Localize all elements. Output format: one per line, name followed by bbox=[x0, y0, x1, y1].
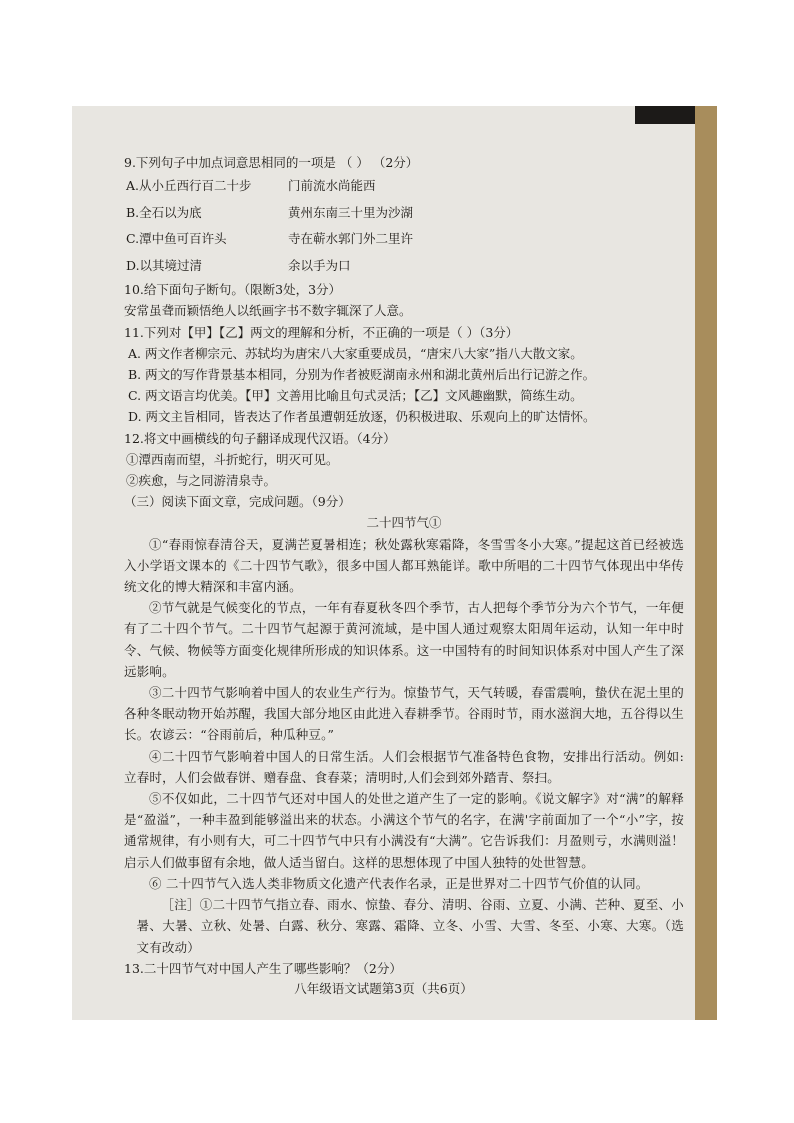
q9-option-d bbox=[124, 253, 684, 280]
q9-option-c bbox=[124, 226, 684, 253]
q9-option-d-right: 余以手为口 bbox=[288, 257, 351, 273]
q12-stem: 12.将文中画横线的句子翻译成现代汉语。（4分） bbox=[124, 430, 396, 446]
q12-item-1: ①潭西南而望，斗折蛇行，明灭可见。 bbox=[126, 451, 339, 467]
q9-option-a bbox=[124, 173, 684, 200]
section3-heading: （三）阅读下面文章，完成问题。（9分） bbox=[124, 494, 351, 510]
q9-option-d-left: D.以其境过清 bbox=[126, 257, 203, 273]
q11-option-c: C. 两文语言均优美。【甲】文善用比喻且句式灵活；【乙】文风趣幽默，简练生动。 bbox=[128, 388, 583, 404]
article-paragraph-2: ②节气就是气候变化的节点，一年有春夏秋冬四个季节，古人把每个季节分为六个节气，一年便有了二十四个节气。二十四节气起源于黄河流域，是中国人通过观察太阳周年运动，认知一年中时令、气候、物候等方面变化规律所形成的知识体系。这一中国特有的时间知识体系对中国人产生了深远影响。 bbox=[124, 600, 684, 679]
q11-option-d: D. 两文主旨相同，皆表达了作者虽遭朝廷放逐，仍积极进取、乐观向上的旷达情怀。 bbox=[128, 409, 596, 425]
shadow-corner bbox=[635, 106, 695, 124]
q9-option-b-left: B.全石以为底 bbox=[126, 204, 202, 220]
q11-option-b: B. 两文的写作背景基本相同，分别为作者被贬湖南永州和湖北黄州后出行记游之作。 bbox=[128, 367, 596, 383]
q12-item-2: ②疾愈，与之同游清泉寺。 bbox=[126, 473, 277, 489]
q11-option-a: A. 两文作者柳宗元、苏轼均为唐宋八大家重要成员，“唐宋八大家”指八大散文家。 bbox=[128, 345, 583, 361]
article-title: 二十四节气① bbox=[366, 515, 442, 531]
article-paragraph-5: ⑤不仅如此，二十四节气还对中国人的处世之道产生了一定的影响。《说文解字》对“满”的解释是“盈溢”，一种丰盈到能够溢出来的状态。小满这个节气的名字，在满'字前面加了一个“小”字，按通常规律，有小则有大，可二十四节气中只有小满没有“大满”。它告诉我们：月盈则亏，水满则溢！启示人们做事留有余地，做人适当留白。这样的思想体现了中国人独特的处世智慧。 bbox=[124, 791, 684, 870]
q9-option-b-right: 黄州东南三十里为沙湖 bbox=[288, 204, 414, 220]
article-paragraph-4: ④二十四节气影响着中国人的日常生活。人们会根据节气准备特色食物，安排出行活动。例如:立春时，人们会做春饼、赠春盘、食春菜；清明时,人们会到郊外踏青、祭扫。 bbox=[124, 748, 684, 785]
page-footer: 八年级语文试题第3页（共6页） bbox=[294, 981, 473, 996]
q9-option-c-left: C.潭中鱼可百许头 bbox=[126, 231, 227, 247]
q9-option-c-right: 寺在蕲水郭门外二里许 bbox=[288, 231, 414, 247]
article-note: ［注］①二十四节气指立春、雨水、惊蛰、春分、清明、谷雨、立夏、小满、芒种、夏至、小暑、大暑、立秋、处暑、白露、秋分、寒露、霜降、立冬、小雪、大雪、冬至、小寒、大寒。（选文有改动） bbox=[136, 897, 684, 955]
q13-stem: 13.二十四节气对中国人产生了哪些影响？（2分） bbox=[124, 960, 402, 976]
article-paragraph-1: ①“春雨惊春清谷天，夏满芒夏暑相连；秋处露秋寒霜降，冬雪雪冬小大寒。”提起这首已经被选入小学语文课本的《二十四节气歌》，很多中国人都耳熟能详。歌中所唱的二十四节气体现出中华传统文化的博大精深和丰富内涵。 bbox=[124, 536, 684, 595]
article-paragraph-6: ⑥ 二十四节气入选人类非物质文化遗产代表作名录，正是世界对二十四节气价值的认同。 bbox=[149, 875, 649, 891]
q11-stem: 11.下列对【甲】【乙】两文的理解和分析，不正确的一项是（ ）（3分） bbox=[124, 324, 519, 340]
q9-option-b bbox=[124, 200, 684, 227]
article-paragraph-3: ③二十四节气影响着中国人的农业生产行为。惊蛰节气，天气转暖，春雷震响，蛰伏在泥土里的各种冬眠动物开始苏醒，我国大部分地区由此进入春耕季节。谷雨时节，雨水滋润大地，五谷得以生长。农谚云：“谷雨前后，种瓜种豆。” bbox=[124, 685, 684, 743]
photo-frame bbox=[72, 106, 717, 1020]
q9-option-a-right: 门前流水尚能西 bbox=[288, 178, 376, 194]
exam-content bbox=[124, 152, 684, 979]
q10-stem: 10.给下面句子断句。（限断3处，3分） bbox=[124, 282, 342, 298]
q10-sentence: 安常虽聋而颖悟绝人以纸画字书不数字辄深了人意。 bbox=[124, 303, 412, 319]
desk-edge bbox=[695, 106, 717, 1020]
q9-stem: 9.下列句子中加点词意思相同的一项是 （ ） （2分） bbox=[124, 155, 419, 170]
exam-paper bbox=[72, 106, 695, 1020]
q9-option-a-left: A.从小丘西行百二十步 bbox=[126, 178, 252, 194]
